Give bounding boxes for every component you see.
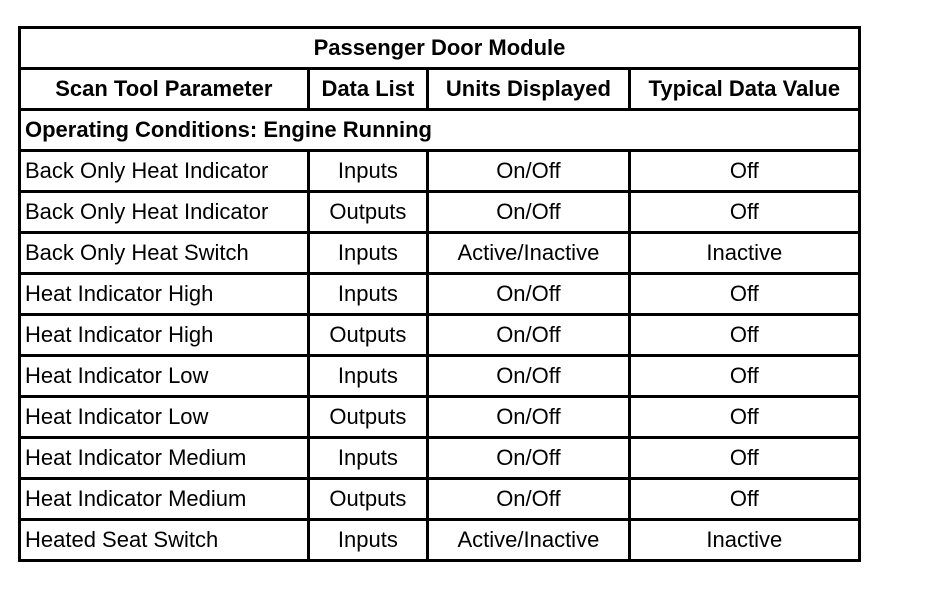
cell-data-list: Inputs [310, 357, 426, 395]
cell-data-list: Inputs [310, 234, 426, 272]
table-header-row [21, 70, 858, 108]
cell-units: On/Off [429, 152, 628, 190]
table-row [21, 234, 858, 272]
cell-parameter: Heated Seat Switch [21, 521, 307, 559]
cell-units: On/Off [429, 193, 628, 231]
cell-data-list: Outputs [310, 398, 426, 436]
table-row [21, 521, 858, 559]
cell-units: On/Off [429, 316, 628, 354]
cell-typical-value: Off [631, 480, 858, 518]
cell-data-list: Inputs [310, 439, 426, 477]
table-row [21, 439, 858, 477]
cell-units: On/Off [429, 439, 628, 477]
cell-typical-value: Off [631, 357, 858, 395]
cell-parameter: Heat Indicator Low [21, 357, 307, 395]
cell-data-list: Inputs [310, 521, 426, 559]
table-row [21, 275, 858, 313]
cell-units: Active/Inactive [429, 234, 628, 272]
table-row [21, 316, 858, 354]
cell-parameter: Heat Indicator Low [21, 398, 307, 436]
table-row [21, 357, 858, 395]
cell-typical-value: Inactive [631, 234, 858, 272]
cell-data-list: Inputs [310, 152, 426, 190]
cell-units: On/Off [429, 480, 628, 518]
cell-typical-value: Off [631, 275, 858, 313]
table-row [21, 480, 858, 518]
cell-data-list: Outputs [310, 480, 426, 518]
cell-typical-value: Off [631, 193, 858, 231]
data-table [18, 26, 861, 562]
table-row [21, 152, 858, 190]
section-label: Operating Conditions: Engine Running [21, 111, 858, 149]
header-typical-data-value: Typical Data Value [631, 70, 858, 108]
cell-units: On/Off [429, 357, 628, 395]
cell-data-list: Outputs [310, 316, 426, 354]
header-data-list: Data List [310, 70, 426, 108]
cell-data-list: Inputs [310, 275, 426, 313]
cell-parameter: Heat Indicator Medium [21, 480, 307, 518]
cell-parameter: Heat Indicator High [21, 316, 307, 354]
header-scan-tool-parameter: Scan Tool Parameter [21, 70, 307, 108]
cell-parameter: Heat Indicator Medium [21, 439, 307, 477]
table-row [21, 398, 858, 436]
cell-units: On/Off [429, 398, 628, 436]
cell-parameter: Heat Indicator High [21, 275, 307, 313]
cell-typical-value: Off [631, 398, 858, 436]
table-title: Passenger Door Module [21, 29, 858, 67]
header-units-displayed: Units Displayed [429, 70, 628, 108]
cell-parameter: Back Only Heat Indicator [21, 152, 307, 190]
cell-typical-value: Off [631, 439, 858, 477]
cell-typical-value: Off [631, 316, 858, 354]
table-title-row [21, 29, 858, 67]
cell-units: On/Off [429, 275, 628, 313]
cell-units: Active/Inactive [429, 521, 628, 559]
cell-parameter: Back Only Heat Indicator [21, 193, 307, 231]
section-row [21, 111, 858, 149]
table-row [21, 193, 858, 231]
cell-typical-value: Inactive [631, 521, 858, 559]
cell-typical-value: Off [631, 152, 858, 190]
table-body [21, 111, 858, 559]
cell-data-list: Outputs [310, 193, 426, 231]
data-table-container [18, 26, 861, 562]
cell-parameter: Back Only Heat Switch [21, 234, 307, 272]
